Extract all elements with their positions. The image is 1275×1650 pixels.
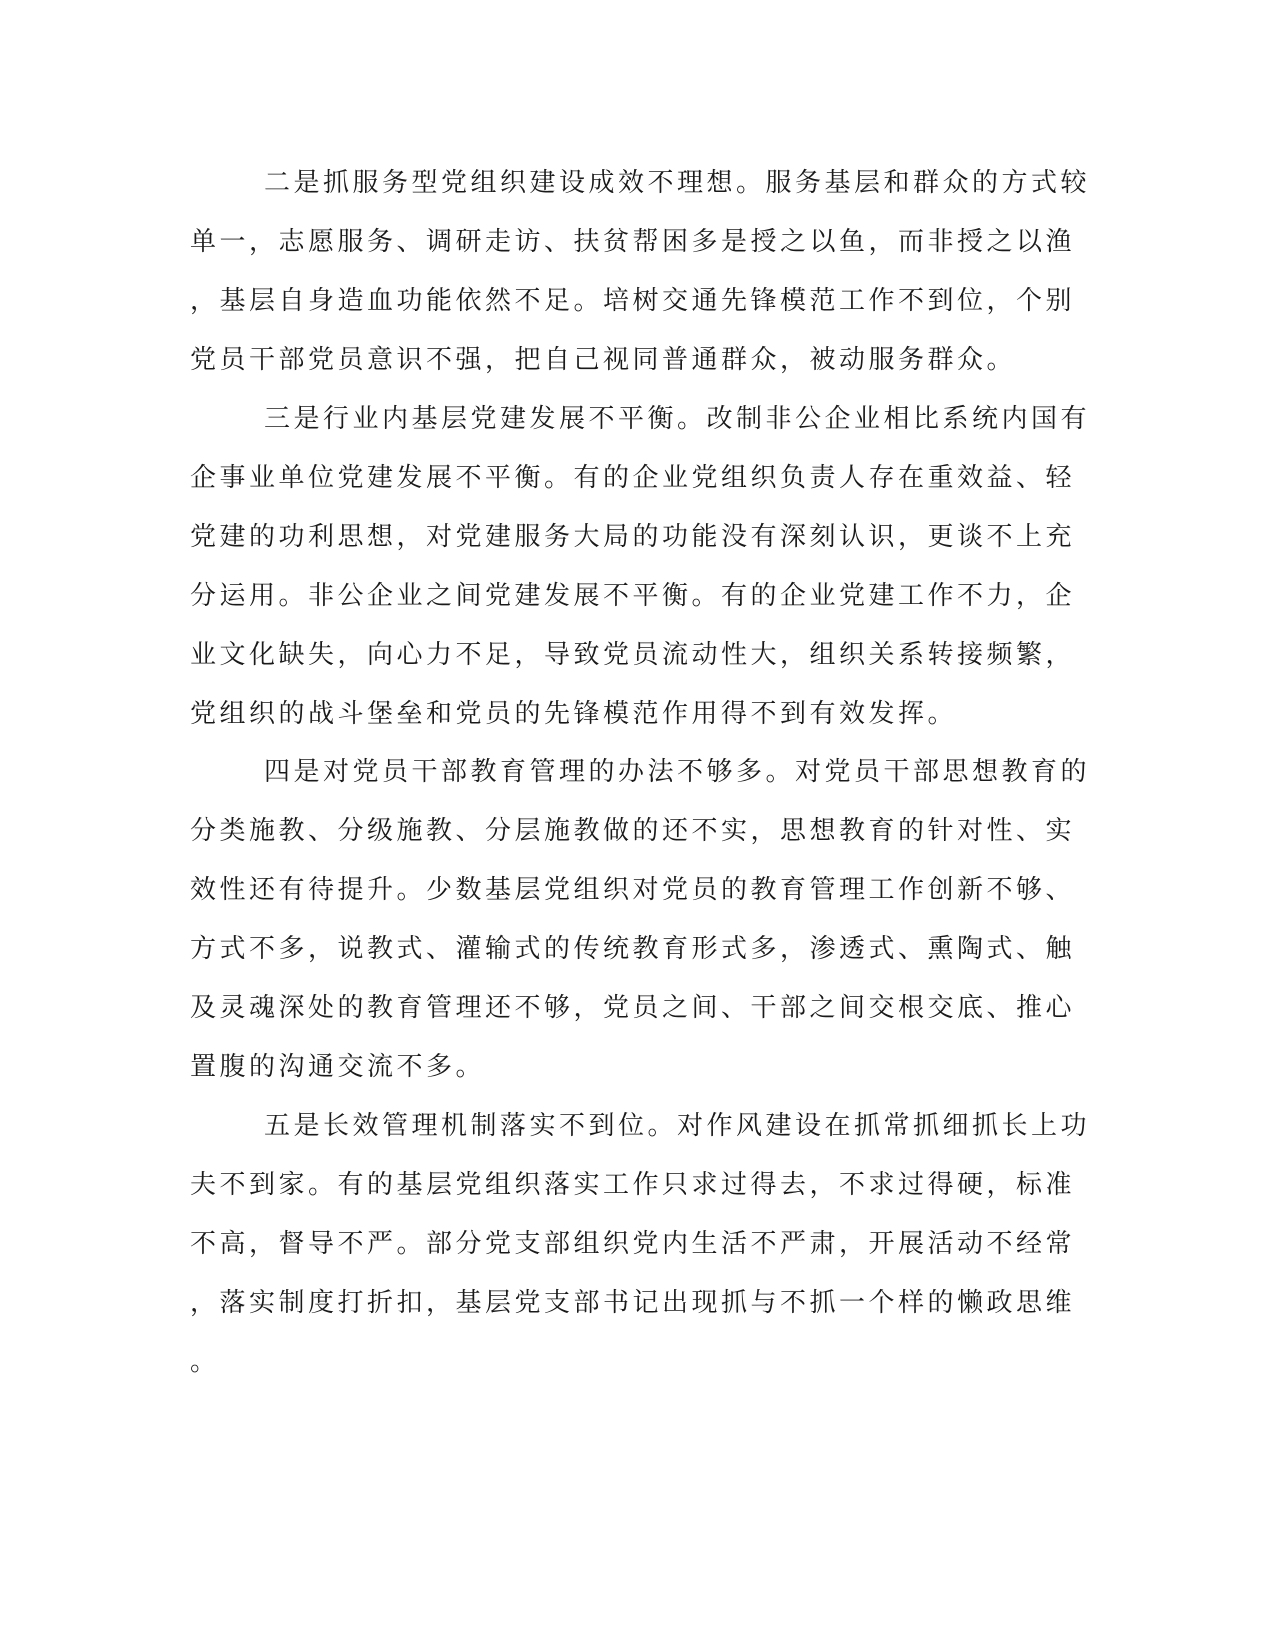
text-line: 四是对党员干部教育管理的办法不够多。对党员干部思想教育的 — [264, 757, 1091, 787]
text-line: 业文化缺失，向心力不足，导致党员流动性大，组织关系转接频繁， — [190, 640, 1076, 670]
text-line: 置腹的沟通交流不多。 — [190, 1052, 486, 1082]
text-line: 不高，督导不严。部分党支部组织党内生活不严肃，开展活动不经常 — [190, 1229, 1076, 1259]
text-line: 企事业单位党建发展不平衡。有的企业党组织负责人存在重效益、轻 — [190, 463, 1076, 493]
text-line: 党员干部党员意识不强，把自己视同普通群众，被动服务群众。 — [190, 345, 1017, 375]
text-line: 党建的功利思想，对党建服务大局的功能没有深刻认识，更谈不上充 — [190, 522, 1076, 552]
text-line: ，基层自身造血功能依然不足。培树交通先锋模范工作不到位，个别 — [190, 286, 1076, 316]
text-line: ，落实制度打折扣，基层党支部书记出现抓与不抓一个样的懒政思维 — [190, 1288, 1076, 1318]
text-line: 及灵魂深处的教育管理还不够，党员之间、干部之间交根交底、推心 — [190, 993, 1076, 1023]
text-line: 二是抓服务型党组织建设成效不理想。服务基层和群众的方式较 — [264, 168, 1091, 198]
text-line: 效性还有待提升。少数基层党组织对党员的教育管理工作创新不够、 — [190, 875, 1076, 905]
text-line: 五是长效管理机制落实不到位。对作风建设在抓常抓细抓长上功 — [264, 1111, 1091, 1141]
text-line: 夫不到家。有的基层党组织落实工作只求过得去，不求过得硬，标准 — [190, 1170, 1076, 1200]
text-line: 党组织的战斗堡垒和党员的先锋模范作用得不到有效发挥。 — [190, 699, 958, 729]
text-line: 方式不多，说教式、灌输式的传统教育形式多，渗透式、熏陶式、触 — [190, 934, 1076, 964]
text-line: 分运用。非公企业之间党建发展不平衡。有的企业党建工作不力，企 — [190, 581, 1076, 611]
text-line: 三是行业内基层党建发展不平衡。改制非公企业相比系统内国有 — [264, 404, 1091, 434]
text-line: 分类施教、分级施教、分层施教做的还不实，思想教育的针对性、实 — [190, 816, 1076, 846]
text-line: 单一，志愿服务、调研走访、扶贫帮困多是授之以鱼，而非授之以渔 — [190, 227, 1076, 257]
text-line: 。 — [190, 1347, 220, 1377]
